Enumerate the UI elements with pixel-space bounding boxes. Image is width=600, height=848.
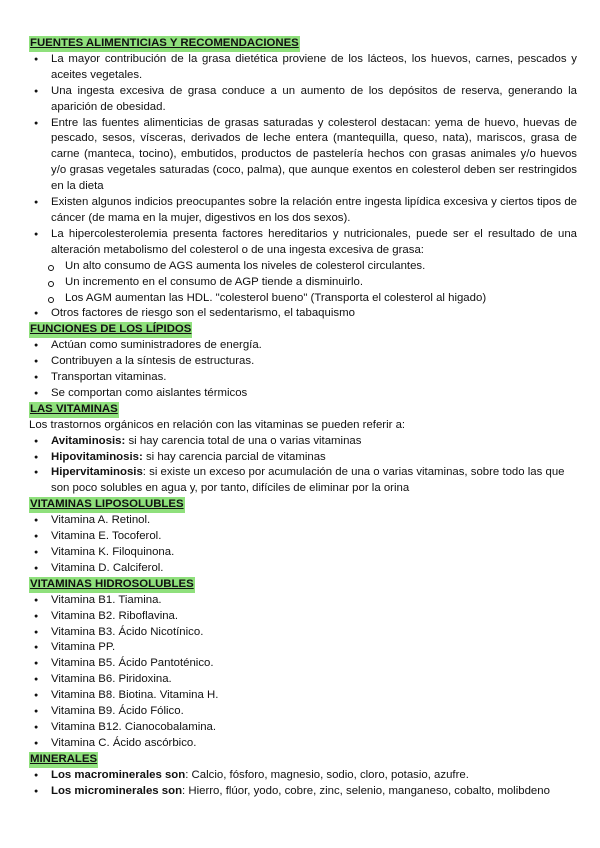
term: Los macrominerales son: [51, 768, 186, 781]
heading-funciones: FUNCIONES DE LOS LÍPIDOS: [29, 322, 192, 338]
list-item: ● Vitamina B9. Ácido Fólico.: [29, 704, 577, 720]
document-body: [29, 36, 577, 800]
sub-list-item: Un alto consumo de AGS aumenta los niveles de colesterol circulantes.: [29, 259, 577, 275]
definition: : Hierro, flúor, yodo, cobre, zinc, selenio, manganeso, cobalto, molibdeno: [182, 784, 550, 797]
list-liposolubles: [29, 513, 577, 577]
list-funciones: [29, 338, 577, 402]
definition: : si existe un exceso por acumulación de una o varias vitaminas, sobre todo las que son poco solubles en agua y, por tanto, difíciles de eliminar por la orina: [51, 466, 565, 495]
list-item: ● Entre las fuentes alimenticias de grasas saturadas y colesterol destacan: yema de huevo, huevas de pescado, sesos, vísceras, derivados de leche entera (mantequilla, queso, nata), mariscos, grasa de carne (manteca, tocino), embutidos, productos de pastelería hechos con grasas animales y/o huevos y/o grasas vegetales saturadas (coco, palma), que aunque exentos en colesterol deben ser restringidos en la dieta: [29, 116, 577, 196]
term: Hipervitaminosis: [51, 466, 143, 479]
list-vitaminas: [29, 434, 577, 498]
heading-hidrosolubles: VITAMINAS HIDROSOLUBLES: [29, 577, 195, 593]
vitaminas-intro: Los trastornos orgánicos en relación con las vitaminas se pueden referir a:: [29, 418, 406, 431]
section-vitaminas: [29, 402, 577, 497]
section-funciones: [29, 322, 577, 402]
list-item: [29, 768, 577, 784]
list-item: ● Vitamina E. Tocoferol.: [29, 529, 577, 545]
list-item: ● Otros factores de riesgo son el sedentarismo, el tabaquismo: [29, 306, 577, 322]
list-item: ● Vitamina B8. Biotina. Vitamina H.: [29, 688, 577, 704]
section-fuentes: [29, 36, 577, 322]
term: Hipovitaminosis:: [51, 450, 143, 463]
list-item: ● La hipercolesterolemia presenta factores hereditarios y nutricionales, puede ser el resultado de una alteración metabolismo del colesterol o de una ingesta excesiva de grasa:: [29, 227, 577, 259]
list-item: ● Vitamina B1. Tiamina.: [29, 593, 577, 609]
list-item: ● Vitamina PP.: [29, 640, 577, 656]
heading-vitaminas: LAS VITAMINAS: [29, 402, 119, 418]
sublist-fuentes: [29, 259, 577, 307]
definition: si hay carencia parcial de vitaminas: [142, 450, 326, 463]
definition: si hay carencia total de una o varias vitaminas: [125, 434, 362, 447]
list-item: ● Vitamina K. Filoquinona.: [29, 545, 577, 561]
heading-minerales: MINERALES: [29, 752, 98, 768]
list-item: ● Vitamina C. Ácido ascórbico.: [29, 736, 577, 752]
list-item: ● Vitamina B5. Ácido Pantoténico.: [29, 656, 577, 672]
list-minerales: [29, 768, 577, 800]
heading-liposolubles: VITAMINAS LIPOSOLUBLES: [29, 497, 185, 513]
list-item: [29, 434, 577, 450]
list-item: ● Vitamina D. Calciferol.: [29, 561, 577, 577]
section-hidrosolubles: [29, 577, 577, 752]
list-fuentes-last: [29, 306, 577, 322]
list-item: ● Vitamina A. Retinol.: [29, 513, 577, 529]
list-item: ● Actúan como suministradores de energía.: [29, 338, 577, 354]
list-item: [29, 450, 577, 466]
list-item: ● Se comportan como aislantes térmicos: [29, 386, 577, 402]
list-item: ● Vitamina B6. Piridoxina.: [29, 672, 577, 688]
list-item: ● Vitamina B3. Ácido Nicotínico.: [29, 625, 577, 641]
list-item: ● Vitamina B12. Cianocobalamina.: [29, 720, 577, 736]
sub-list-item: Un incremento en el consumo de AGP tiende a disminuirlo.: [29, 275, 577, 291]
list-item: ● Existen algunos indicios preocupantes sobre la relación entre ingesta lipídica excesiva y ciertos tipos de cáncer (de mama en la mujer, digestivos en los dos sexos).: [29, 195, 577, 227]
list-item: ● Vitamina B2. Riboflavina.: [29, 609, 577, 625]
term: Avitaminosis:: [51, 434, 126, 447]
list-item: ● Contribuyen a la síntesis de estructuras.: [29, 354, 577, 370]
term: Los microminerales son: [51, 784, 183, 797]
list-item: ● Una ingesta excesiva de grasa conduce a un aumento de los depósitos de reserva, generando la aparición de obesidad.: [29, 84, 577, 116]
definition: : Calcio, fósforo, magnesio, sodio, cloro, potasio, azufre.: [185, 768, 469, 781]
section-minerales: [29, 752, 577, 800]
list-item: [29, 784, 577, 800]
list-item: ● Transportan vitaminas.: [29, 370, 577, 386]
list-item: ● La mayor contribución de la grasa dietética proviene de los lácteos, los huevos, carnes, pescados y aceites vegetales.: [29, 52, 577, 84]
heading-fuentes: FUENTES ALIMENTICIAS Y RECOMENDACIONES: [29, 36, 300, 52]
section-liposolubles: [29, 497, 577, 577]
list-fuentes: [29, 52, 577, 259]
list-item: [29, 465, 577, 497]
sub-list-item: Los AGM aumentan las HDL. "colesterol bueno" (Transporta el colesterol al higado): [29, 291, 577, 307]
list-hidrosolubles: [29, 593, 577, 752]
